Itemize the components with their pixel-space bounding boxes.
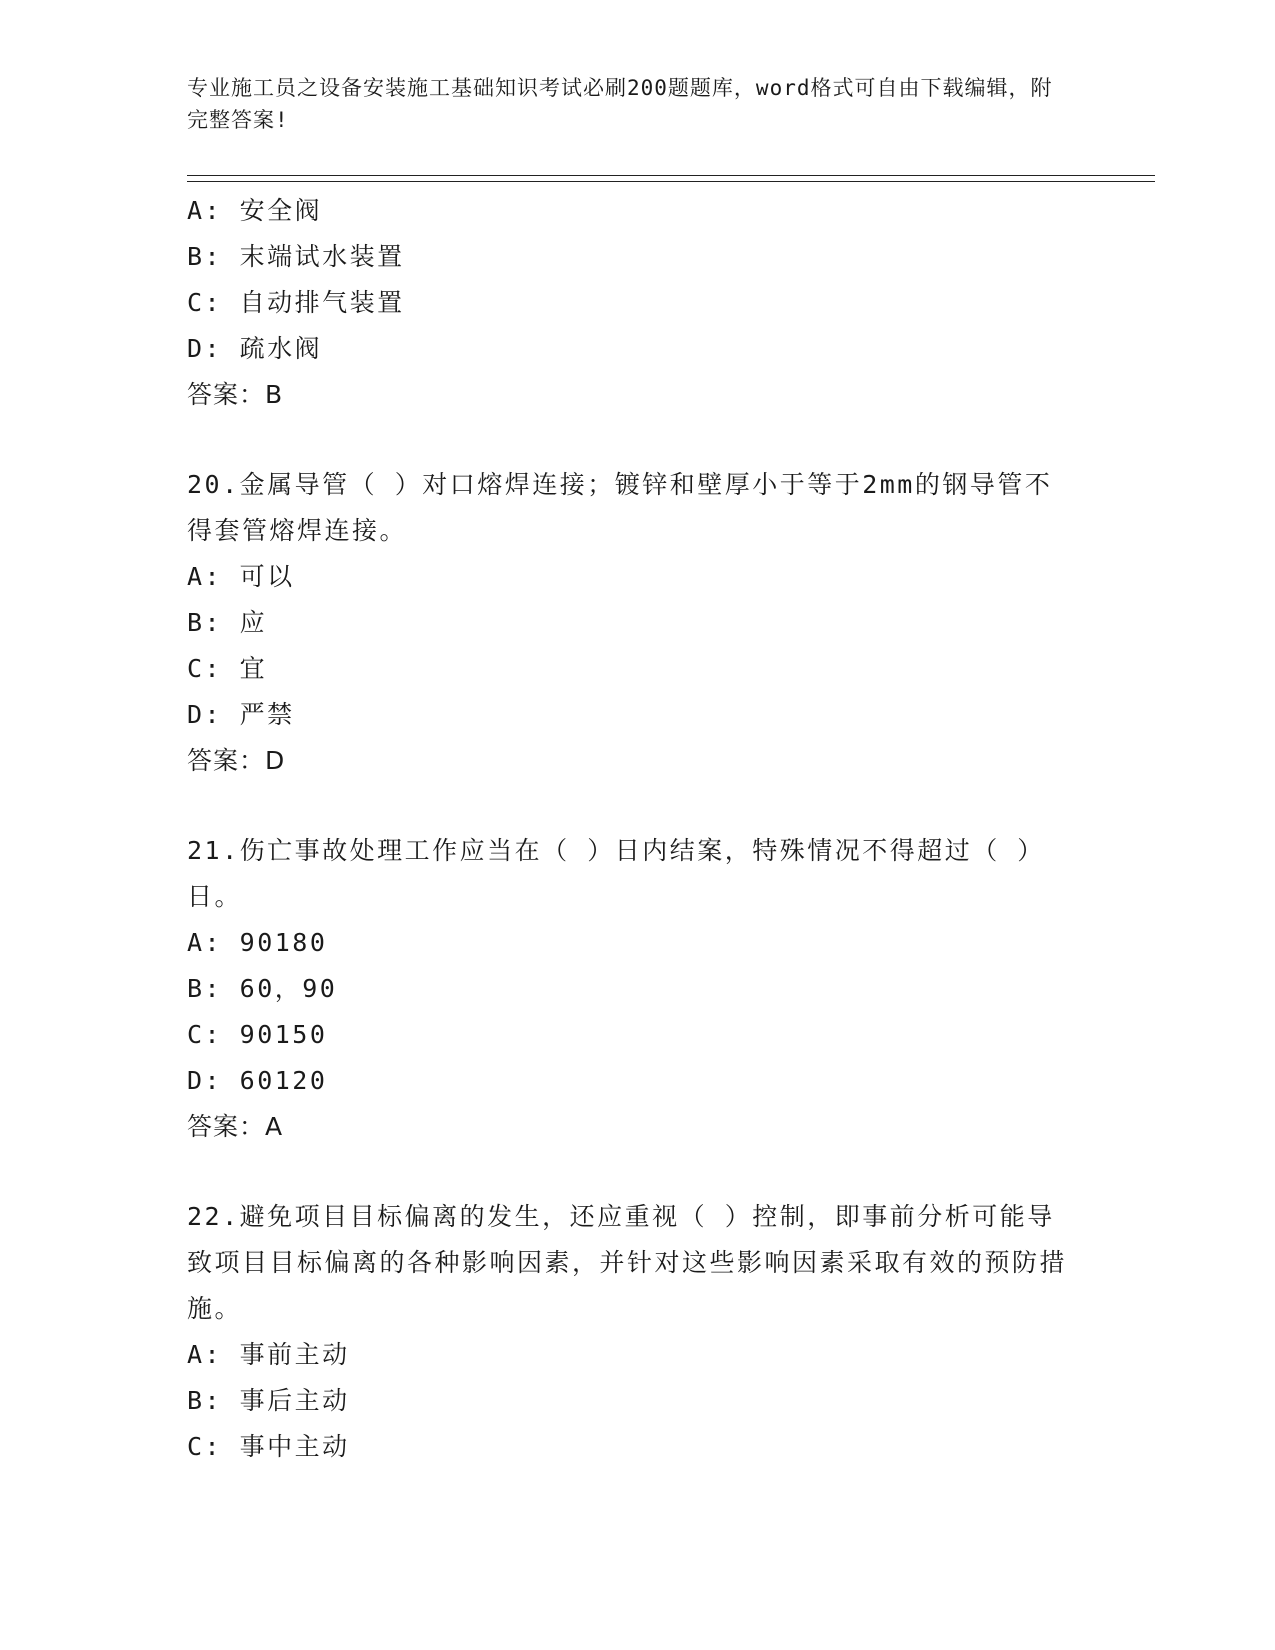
question-list [187,188,1067,1470]
option-a: A: 可以 [187,562,295,591]
question-21 [187,828,1067,1150]
answer-label: 答案：B [187,380,284,409]
question-text: 20.金属导管（ ）对口熔焊连接；镀锌和壁厚小于等于2mm的钢导管不得套管熔焊连接。 [187,470,1053,545]
option-d: D: 严禁 [187,700,295,729]
option-c: C: 事中主动 [187,1432,350,1461]
option-b: B: 事后主动 [187,1386,350,1415]
document-header: 专业施工员之设备安装施工基础知识考试必刷200题题库，word格式可自由下载编辑，附完整答案! [187,76,1053,132]
option-a: A: 事前主动 [187,1340,350,1369]
option-b: B: 末端试水装置 [187,242,405,271]
option-d: D: 疏水阀 [187,334,323,363]
option-d: D: 60120 [187,1066,328,1095]
question-19-continued [187,188,1067,418]
question-22 [187,1194,1067,1470]
option-c: C: 自动排气装置 [187,288,405,317]
option-b: B: 应 [187,608,268,637]
option-a: A: 90180 [187,928,328,957]
option-b: B: 60，90 [187,974,338,1003]
answer-label: 答案：D [187,746,286,775]
header-divider-bottom [187,181,1155,182]
option-c: C: 宜 [187,654,268,683]
question-20 [187,462,1067,784]
header-divider-top [187,175,1155,176]
question-text: 21.伤亡事故处理工作应当在（ ）日内结案，特殊情况不得超过（ ）日。 [187,836,1045,911]
option-c: C: 90150 [187,1020,328,1049]
question-text: 22.避免项目目标偏离的发生，还应重视（ ）控制，即事前分析可能导致项目目标偏离的各种影响因素，并针对这些影响因素采取有效的预防措施。 [187,1202,1068,1323]
option-a: A: 安全阀 [187,196,323,225]
answer-label: 答案：A [187,1112,284,1141]
